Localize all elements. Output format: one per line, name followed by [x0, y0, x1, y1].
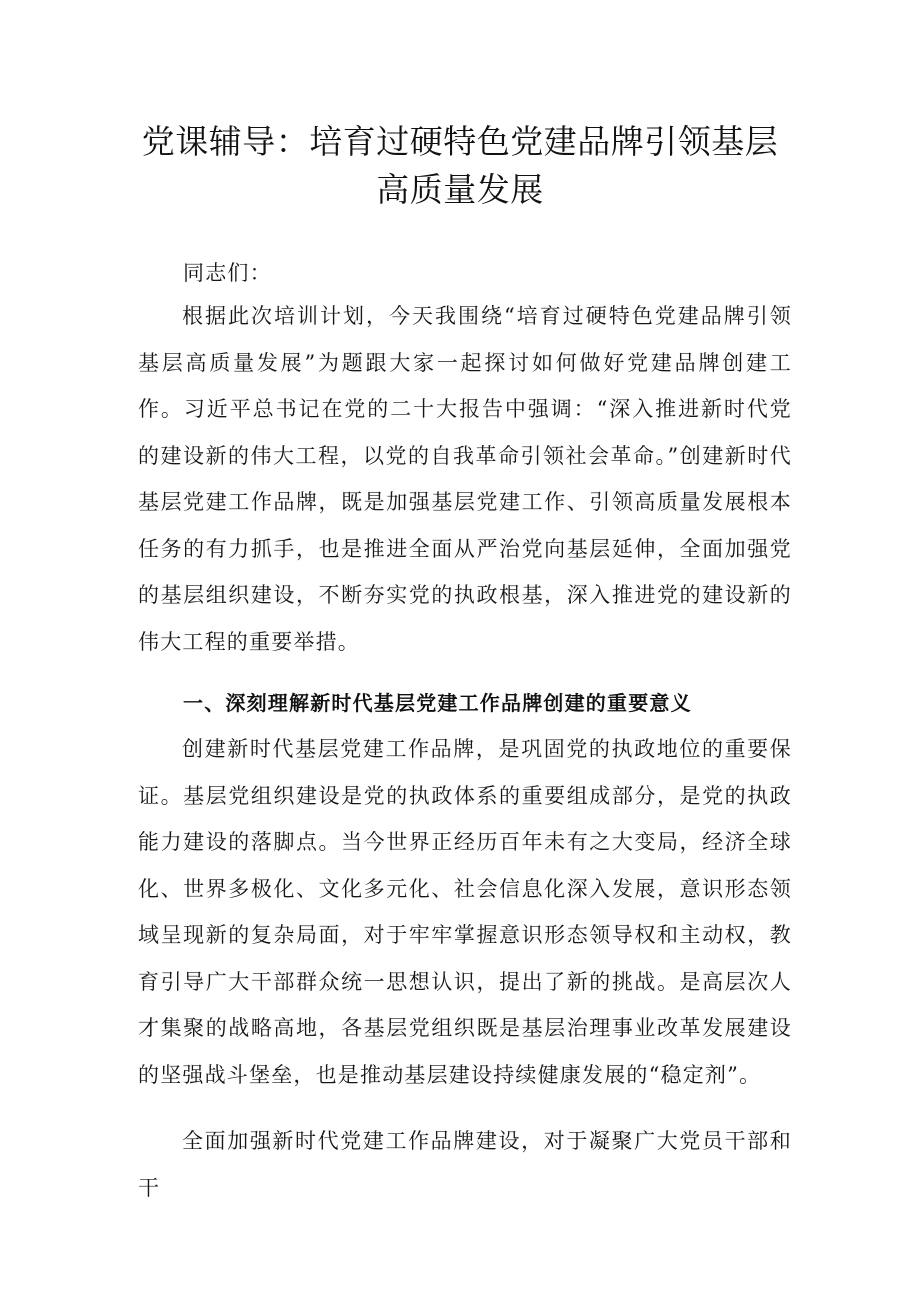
title-line-1: 党课辅导：培育过硬特色党建品牌引领基层 [141, 122, 779, 161]
document-title [130, 118, 790, 214]
section-heading-1: 一、深刻理解新时代基层党建工作品牌创建的重要意义 [183, 691, 692, 715]
salutation: 同志们： [183, 261, 272, 285]
title-line-2: 高质量发展 [376, 170, 544, 209]
paragraph-significance: 创建新时代基层党建工作品牌，是巩固党的执政地位的重要保证。基层党组织建设是党的执政体系的重要组成部分，是党的执政能力建设的落脚点。当今世界正经历百年未有之大变局，经济全球化、世界多极化、文化多元化、社会信息化深入发展，意识形态领域呈现新的复杂局面，对于牢牢掌握意识形态领导权和主动权，教育引导广大干部群众统一思想认识，提出了新的挑战。是高层次人才集聚的战略高地，各基层党组织既是基层治理事业改革发展建设的坚强战斗堡垒，也是推动基层建设持续健康发展的“稳定剂”。 [138, 737, 792, 1087]
paragraph-intro: 根据此次培训计划，今天我围绕“培育过硬特色党建品牌引领基层高质量发展”为题跟大家一起探讨如何做好党建品牌创建工作。习近平总书记在党的二十大报告中强调：“深入推进新时代党的建设新的伟大工程，以党的自我革命引领社会革命。”创建新时代基层党建工作品牌，既是加强基层党建工作、引领高质量发展根本任务的有力抓手，也是推进全面从严治党向基层延伸，全面加强党的基层组织建设，不断夯实党的执政根基，深入推进党的建设新的伟大工程的重要举措。 [138, 304, 792, 654]
paragraph-continuation: 全面加强新时代党建工作品牌建设，对于凝聚广大党员干部和干 [138, 1129, 792, 1200]
